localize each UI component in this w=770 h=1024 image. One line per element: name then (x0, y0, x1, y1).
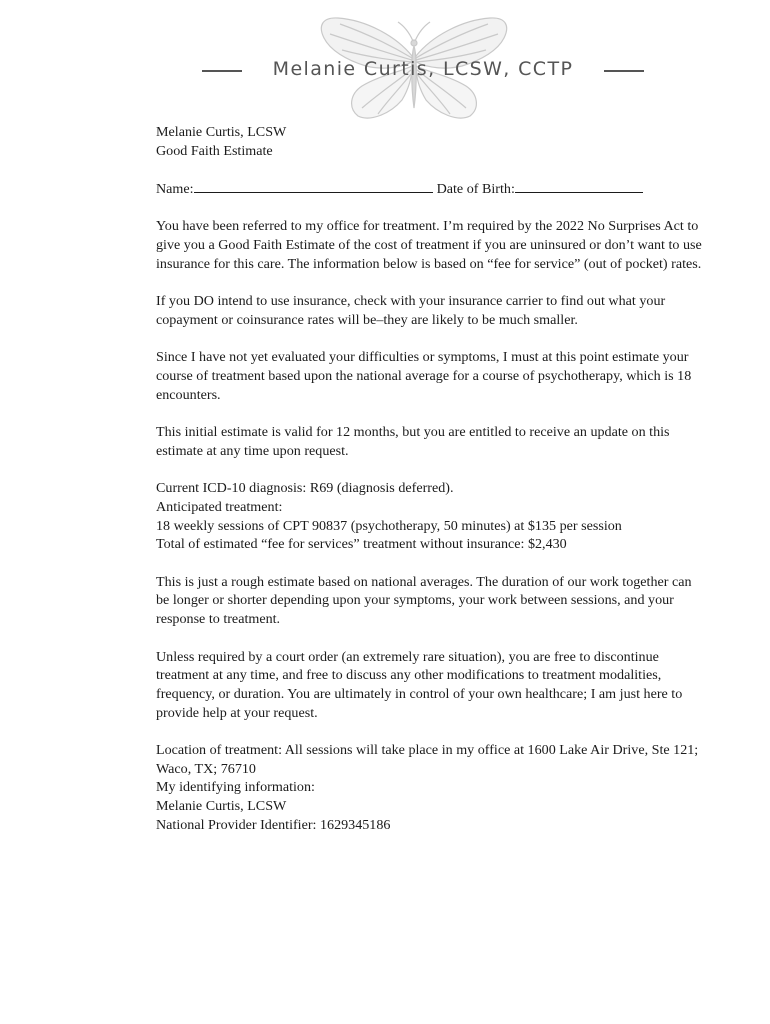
paragraph-line: course of treatment based upon the national average for a course of psychotherapy, which is 18 (156, 368, 692, 385)
dob-label: Date of Birth: (436, 181, 515, 198)
paragraph-validity (156, 423, 746, 460)
paragraph-line: Since I have not yet evaluated your difficulties or symptoms, I must at this point estimate your (156, 349, 689, 366)
treatment-heading: Anticipated treatment: (156, 498, 283, 515)
patient-info-row (156, 179, 746, 199)
paragraph-line: This is just a rough estimate based on national averages. The duration of our work together can (156, 573, 692, 590)
paragraph-line: provide help at your request. (156, 704, 318, 721)
identifying-info-heading: My identifying information: (156, 779, 315, 796)
location-line: Location of treatment: All sessions will take place in my office at 1600 Lake Air Drive, Ste 121; (156, 742, 699, 759)
document-body (156, 123, 746, 835)
paragraph-line: If you DO intend to use insurance, check with your insurance carrier to find out what your (156, 293, 666, 310)
paragraph-line: This initial estimate is valid for 12 months, but you are entitled to receive an update on this (156, 424, 670, 441)
dob-field[interactable] (515, 179, 643, 193)
paragraph-line: give you a Good Faith Estimate of the cost of treatment if you are uninsured or don’t want to use (156, 237, 702, 254)
paragraph-line: Unless required by a court order (an extremely rare situation), you are free to discontinue (156, 648, 659, 665)
letterhead-rule-right (604, 70, 644, 72)
diagnosis-line: Current ICD-10 diagnosis: R69 (diagnosis deferred). (156, 480, 454, 497)
paragraph-line: insurance for this care. The information below is based on “fee for service” (out of pocket) rates. (156, 255, 702, 272)
paragraph-line: copayment or coinsurance rates will be–they are likely to be much smaller. (156, 311, 578, 328)
provider-name: Melanie Curtis, LCSW (156, 798, 287, 815)
paragraph-diagnosis-cost (156, 479, 746, 554)
document-title: Good Faith Estimate (156, 142, 273, 159)
letterhead-rule-left (202, 70, 242, 72)
paragraph-line: frequency, or duration. You are ultimately in control of your own healthcare; I am just here to (156, 685, 683, 702)
paragraph-line: encounters. (156, 386, 221, 403)
name-field[interactable] (194, 179, 433, 193)
paragraph-discontinue (156, 648, 746, 723)
paragraph-referral (156, 217, 746, 273)
name-label: Name: (156, 181, 194, 198)
sessions-line: 18 weekly sessions of CPT 90837 (psychotherapy, 50 minutes) at $135 per session (156, 517, 622, 534)
letterhead (0, 14, 770, 122)
paragraph-line: treatment at any time, and free to discuss any other modifications to treatment modalities, (156, 667, 662, 684)
provider-name-line: Melanie Curtis, LCSW (156, 124, 287, 140)
paragraph-location-identity (156, 741, 746, 835)
location-line: Waco, TX; 76710 (156, 760, 256, 777)
paragraph-line: be longer or shorter depending upon your symptoms, your work between sessions, and your (156, 592, 674, 609)
paragraph-line: response to treatment. (156, 611, 281, 628)
npi-line: National Provider Identifier: 1629345186 (156, 816, 391, 833)
paragraph-rough-estimate (156, 573, 746, 629)
paragraph-line: estimate at any time upon request. (156, 442, 349, 459)
paragraph-insurance (156, 292, 746, 329)
paragraph-course-estimate (156, 348, 746, 404)
letterhead-title: Melanie Curtis, LCSW, CCTP (272, 58, 574, 80)
total-cost-line: Total of estimated “fee for services” treatment without insurance: $2,430 (156, 536, 567, 553)
paragraph-line: You have been referred to my office for treatment. I’m required by the 2022 No Surprises Act to (156, 218, 699, 235)
